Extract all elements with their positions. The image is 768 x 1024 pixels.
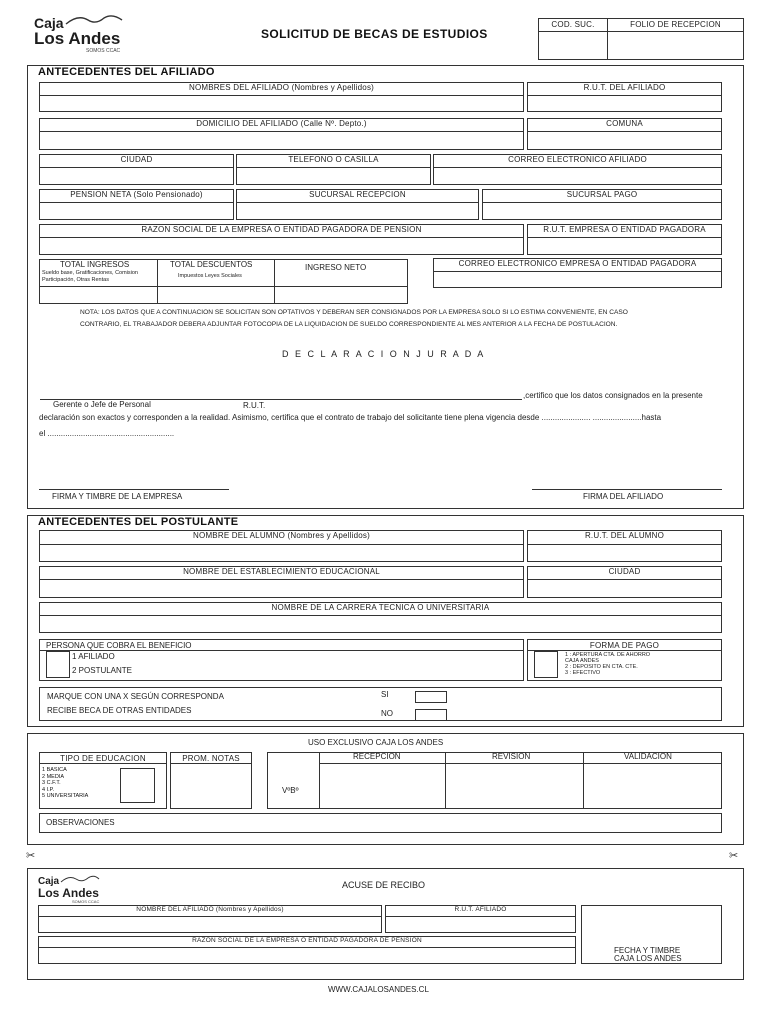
fp-opt-1: 1 : APERTURA CTA. DE AHORRO [565,652,651,658]
comuna-field[interactable] [527,118,722,150]
establecimiento-label: NOMBRE DEL ESTABLECIMIENTO EDUCACIONAL [183,567,380,576]
uso-title: USO EXCLUSIVO CAJA LOS ANDES [308,738,444,747]
correo-empresa-label: CORREO ELECTRONICO EMPRESA O ENTIDAD PAGADORA [458,259,697,268]
acuse-nombre-field[interactable] [38,905,382,933]
rut-afiliado-field[interactable] [527,82,722,112]
nombres-afiliado-label: NOMBRES DEL AFILIADO (Nombres y Apellidos) [188,83,375,92]
sucursal-recepcion-label: SUCURSAL RECEPCION [309,190,406,199]
sucursal-recepcion-field[interactable] [236,189,479,220]
correo-afiliado-label: CORREO ELECTRONICO AFILIADO [508,155,647,164]
razon-social-field[interactable] [39,224,524,255]
declaracion-title: D E C L A R A C I O N J U R A D A [282,349,486,359]
postulante-title: ANTECEDENTES DEL POSTULANTE [38,516,239,528]
rut-afiliado-label: R.U.T. DEL AFILIADO [583,83,666,92]
recepcion-label: RECEPCION [353,752,401,761]
ingreso-neto-input[interactable] [274,286,407,303]
logo [34,14,134,54]
ingreso-neto-label: INGRESO NETO [305,263,367,272]
total-ingresos-sub: Sueldo base, Gratificaciones, Comision Participación, Otras Rentas [42,270,138,283]
scissor-right-icon: ✂ [729,850,739,862]
firma-empresa-label: FIRMA Y TIMBRE DE LA EMPRESA [52,492,183,501]
carrera-label: NOMBRE DE LA CARRERA TECNICA O UNIVERSITARIA [271,603,490,612]
rut-alumno-label: R.U.T. DEL ALUMNO [584,531,665,540]
acuse-rut-label: R.U.T. AFILIADO [454,906,507,913]
sucursal-pago-field[interactable] [482,189,722,220]
forma-pago-checkbox[interactable] [534,651,558,678]
telefono-label: TELEFONO O CASILLA [288,155,379,164]
rut-empresa-label: R.U.T. EMPRESA O ENTIDAD PAGADORA [543,225,706,234]
recibe-label: RECIBE BECA DE OTRAS ENTIDADES [47,706,192,715]
declaracion-line: declaración son exactos y corresponden a la realidad. Asimismo, certifica que el contrato de trabajo del solicitante tiene plena vigencia desde ...................... ......................hasta [39,413,662,422]
tipo-opt-3: 3 C.F.T. [42,780,61,786]
domicilio-label: DOMICILIO DEL AFILIADO (Calle Nº. Depto.) [196,119,367,128]
acuse-nombre-label: NOMBRE DEL AFILIADO (Nombres y Apellidos) [136,906,284,913]
opt-afiliado: 1 AFILIADO [72,652,115,661]
tipo-educacion-label: TIPO DE EDUCACION [60,754,146,763]
folio-box[interactable] [607,18,744,60]
acuse-logo-swoosh-icon [60,875,100,883]
correo-afiliado-field[interactable] [433,154,722,185]
revision-label: REVISION [492,752,531,761]
rut-short-label: R.U.T. [243,401,266,410]
nota-line-1: NOTA: LOS DATOS QUE A CONTINUACION SE SOLICITAN SON OPTATIVOS Y DEBERAN SER CONSIGNADOS POR LA EMPRESA SOLO SI LO ESTIMA CONVENIENTE, EN CASO [80,309,628,316]
prom-notas-label: PROM. NOTAS [182,754,240,763]
si-checkbox[interactable] [415,691,447,703]
tipo-opt-2: 2 MEDIA [42,773,65,780]
comuna-label: COMUNA [606,119,643,128]
gerente-label: Gerente o Jefe de Personal [53,400,151,409]
el-line: el ......................................................... [39,429,175,438]
correo-empresa-field[interactable] [433,258,722,288]
vb-label: VºBº [282,786,299,795]
carrera-field[interactable] [39,602,722,633]
opt-postulante: 2 POSTULANTE [72,666,133,675]
logo-swoosh-icon [64,14,124,26]
total-descuentos-label: TOTAL DESCUENTOS [170,260,253,269]
acuse-rut-field[interactable] [385,905,576,933]
ciudad-alumno-label: CIUDAD [608,567,641,576]
fecha-timbre-2: CAJA LOS ANDES [614,954,682,963]
si-label: SI [381,690,389,699]
observaciones-label: OBSERVACIONES [46,818,115,827]
logo-tag: SOMOS CCAC [86,48,121,54]
logo-line2: Los Andes [34,29,121,48]
fp-opt-1b: CAJA ANDES [565,658,599,664]
nombre-alumno-field[interactable] [39,530,524,562]
domicilio-field[interactable] [39,118,524,150]
tipo-opt-1: 1 BASICA [42,767,67,773]
telefono-field[interactable] [236,154,431,185]
validacion-label: VALIDACION [624,752,672,761]
acuse-razon-field[interactable] [38,936,576,964]
ingreso-total-input[interactable] [40,286,156,303]
rut-empresa-field[interactable] [527,224,722,255]
ciudad-label: CIUDAD [120,155,153,164]
pension-label: PENSION NETA (Solo Pensionado) [70,190,203,199]
observaciones-field[interactable] [39,813,722,833]
afiliado-title: ANTECEDENTES DEL AFILIADO [38,66,215,78]
firma-afiliado-label: FIRMA DEL AFILIADO [583,492,664,501]
cod-suc-label: COD. SUC. [551,20,595,29]
marque-label: MARQUE CON UNA X SEGÚN CORRESPONDA [47,692,224,701]
no-label: NO [381,709,393,718]
page-title: SOLICITUD DE BECAS DE ESTUDIOS [261,27,488,41]
pension-field[interactable] [39,189,234,220]
nota-line-2: CONTRARIO, EL TRABAJADOR DEBERA ADJUNTAR FOTOCOPIA DE LA LIQUIDACION DE SUELDO CORRESPONDIENTE AL MES ANTERIOR A LA FECHA DE POSTULACION. [80,321,618,328]
tipo-educacion-checkbox[interactable] [120,768,155,803]
acuse-razon-label: RAZON SOCIAL DE LA EMPRESA O ENTIDAD PAGADORA DE PENSION [192,937,422,944]
nombres-afiliado-field[interactable] [39,82,524,112]
certifico-text: ,certifico que los datos consignados en la presente [523,391,703,400]
forma-pago-label: FORMA DE PAGO [589,641,660,650]
cod-suc-box[interactable] [538,18,608,60]
total-descuentos-sub: Impuestos Leyes Sociales [178,273,242,279]
establecimiento-field[interactable] [39,566,524,598]
ciudad-field[interactable] [39,154,234,185]
scissor-left-icon: ✂ [26,850,36,862]
acuse-logo-line2: Los Andes [38,886,99,900]
acuse-title: ACUSE DE RECIBO [342,880,426,890]
prom-notas-box[interactable] [170,752,252,809]
persona-cobra-checkbox[interactable] [46,651,70,678]
nombre-alumno-label: NOMBRE DEL ALUMNO (Nombres y Apellidos) [193,531,370,540]
firma-empresa-line[interactable] [39,489,229,490]
persona-cobra-label: PERSONA QUE COBRA EL BENEFICIO [46,641,192,650]
acuse-logo [38,875,108,905]
total-ingresos-label: TOTAL INGRESOS [60,260,130,269]
folio-label: FOLIO DE RECEPCION [630,20,721,29]
sucursal-pago-label: SUCURSAL PAGO [566,190,638,199]
firma-afiliado-line[interactable] [532,489,722,490]
no-checkbox[interactable] [415,709,447,721]
tipo-educacion-options [42,767,88,800]
acuse-logo-line1: Caja [38,876,60,887]
fp-opt-3: 3 : EFECTIVO [565,670,601,676]
acuse-logo-tag: SOMOS CCAC [72,899,100,904]
tipo-opt-5: 5 UNIVERSITARIA [42,793,89,799]
rut-alumno-field[interactable] [527,530,722,562]
razon-social-label: RAZON SOCIAL DE LA EMPRESA O ENTIDAD PAGADORA DE PENSION [141,225,422,234]
descuentos-input[interactable] [157,286,273,303]
fp-opt-2: 2 : DEPOSITO EN CTA. CTE. [565,664,638,670]
ciudad-alumno-field[interactable] [527,566,722,598]
fecha-timbre-1: FECHA Y TIMBRE [614,946,681,955]
tipo-opt-4: 4 I.P. [42,786,55,793]
logo-line1: Caja [34,15,64,31]
footer-url[interactable]: WWW.CAJALOSANDES.CL [328,985,429,994]
